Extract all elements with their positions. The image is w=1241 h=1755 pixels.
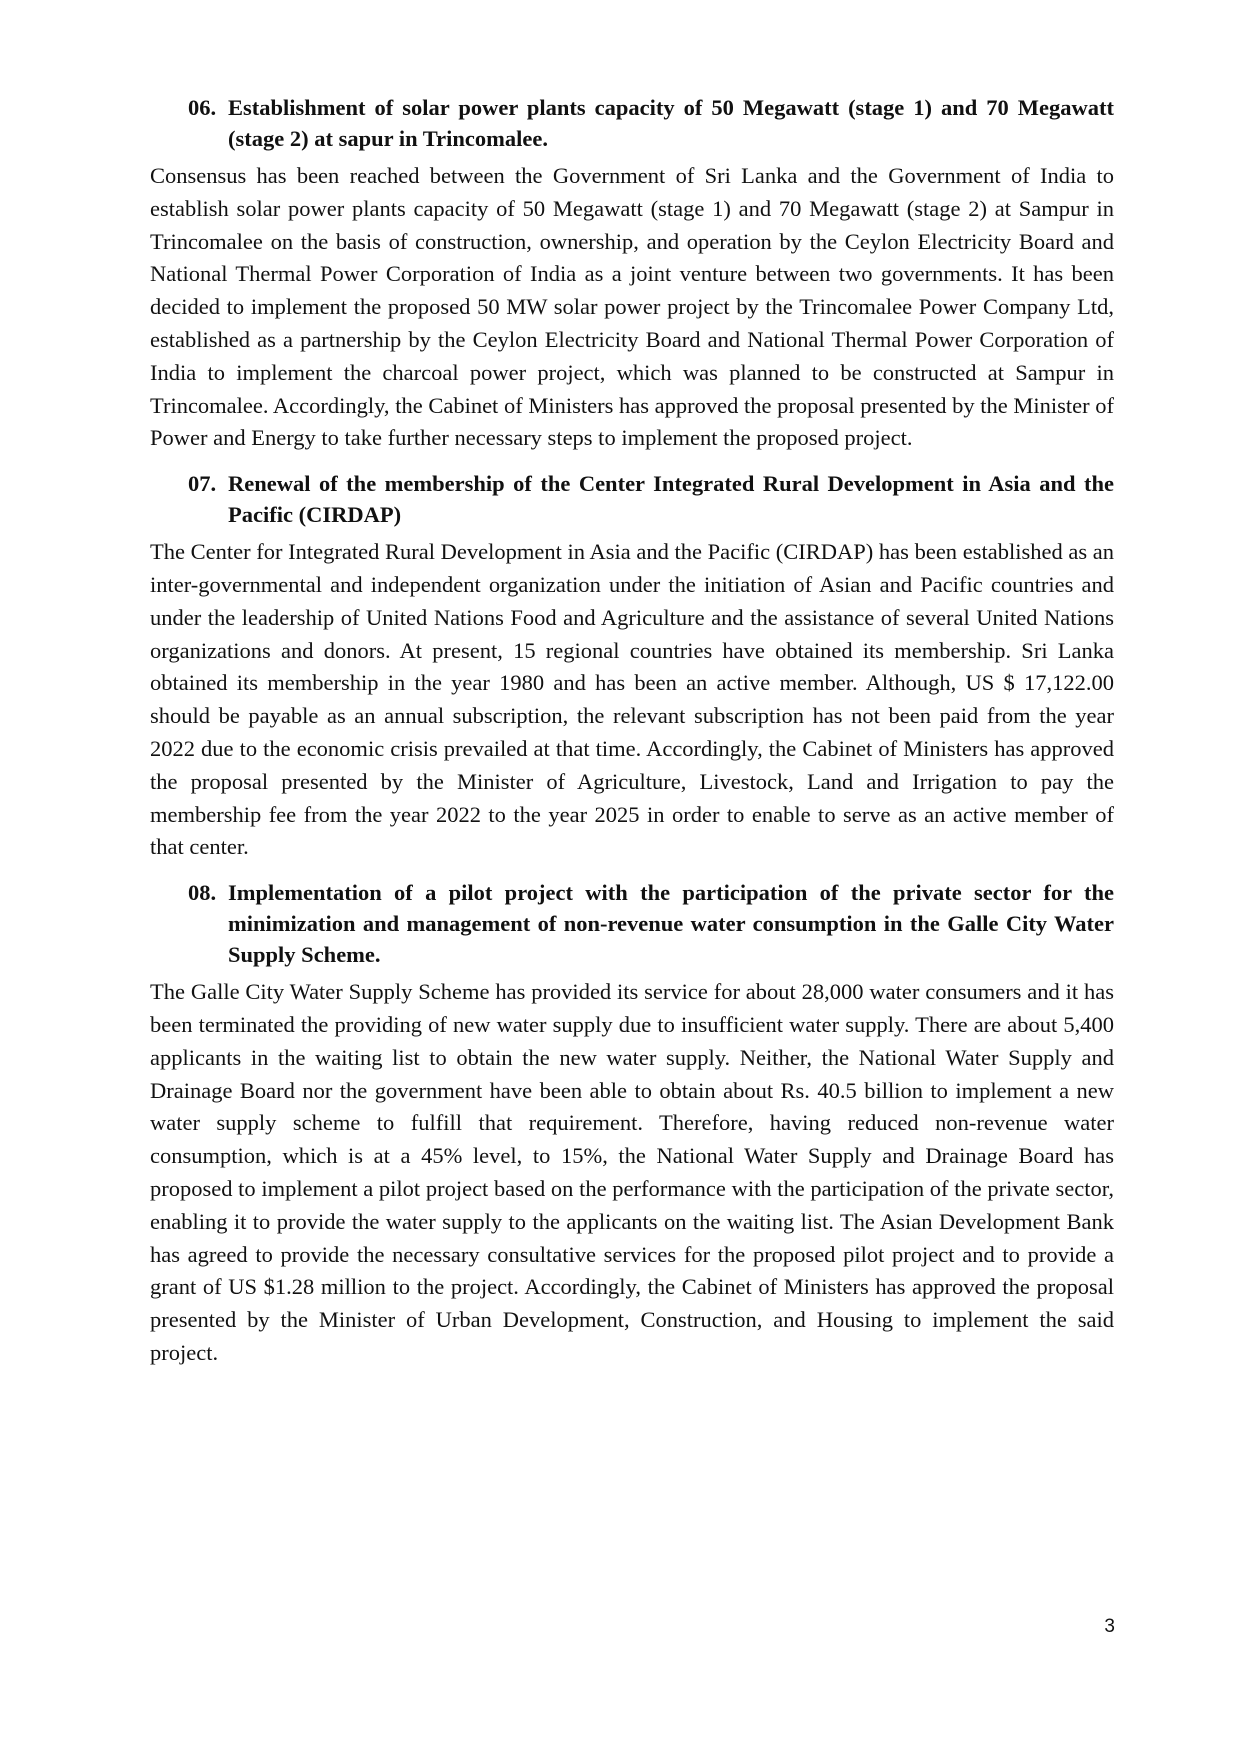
page-content	[150, 92, 1114, 1383]
section-06	[150, 92, 1114, 455]
section-body: The Center for Integrated Rural Development in Asia and the Pacific (CIRDAP) has been established as an inter-governmental and independent organization under the initiation of Asian and Pacific countries and under the leadership of United Nations Food and Agriculture and the assistance of several United Nations organizations and donors. At present, 15 regional countries have obtained its membership. Sri Lanka obtained its membership in the year 1980 and has been an active member. Although, US $ 17,122.00 should be payable as an annual subscription, the relevant subscription has not been paid from the year 2022 due to the economic crisis prevailed at that time. Accordingly, the Cabinet of Ministers has approved the proposal presented by the Minister of Agriculture, Livestock, Land and Irrigation to pay the membership fee from the year 2022 to the year 2025 in order to enable to serve as an active member of that center.	[150, 539, 1114, 860]
section-heading	[188, 468, 1114, 530]
section-number: 06.	[188, 95, 217, 120]
section-number: 07.	[188, 471, 217, 497]
section-title: Renewal of the membership of the Center Integrated Rural Development in Asia and the Pacific (CIRDAP)	[228, 471, 1114, 528]
page-number: 3	[1104, 1616, 1115, 1637]
section-number: 08.	[188, 880, 217, 906]
section-body: The Galle City Water Supply Scheme has provided its service for about 28,000 water consumers and it has been terminated the providing of new water supply due to insufficient water supply. There are about 5,400 applicants in the waiting list to obtain the new water supply. Neither, the National Water Supply and Drainage Board nor the government have been able to obtain about Rs. 40.5 billion to implement a new water supply scheme to fulfill that requirement. Therefore, having reduced non-revenue water consumption, which is at a 45% level, to 15%, the National Water Supply and Drainage Board has proposed to implement a pilot project based on the performance with the participation of the private sector, enabling it to provide the water supply to the applicants on the waiting list. The Asian Development Bank has agreed to provide the necessary consultative services for the proposed pilot project and to provide a grant of US $1.28 million to the project. Accordingly, the Cabinet of Ministers has approved the proposal presented by the Minister of Urban Development, Construction, and Housing to implement the said project.	[150, 979, 1114, 1365]
section-body: Consensus has been reached between the Government of Sri Lanka and the Government of India to establish solar power plants capacity of 50 Megawatt (stage 1) and 70 Megawatt (stage 2) at Sampur in Trincomalee on the basis of construction, ownership, and operation by the Ceylon Electricity Board and National Thermal Power Corporation of India as a joint venture between two governments. It has been decided to implement the proposed 50 MW solar power project by the Trincomalee Power Company Ltd, established as a partnership by the Ceylon Electricity Board and National Thermal Power Corporation of India to implement the charcoal power project, which was planned to be constructed at Sampur in Trincomalee. Accordingly, the Cabinet of Ministers has approved the proposal presented by the Minister of Power and Energy to take further necessary steps to implement the proposed project.	[150, 163, 1114, 451]
section-title: Implementation of a pilot project with the participation of the private sector for the minimization and management of non-revenue water consumption in the Galle City Water Supply Scheme.	[228, 880, 1114, 968]
section-08	[150, 877, 1114, 1370]
section-title: Establishment of solar power plants capacity of 50 Megawatt (stage 1) and 70 Megawatt (stage 2) at sapur in Trincomalee.	[228, 95, 1114, 151]
section-heading	[188, 877, 1114, 970]
section-heading	[188, 92, 1114, 154]
section-07	[150, 468, 1114, 864]
